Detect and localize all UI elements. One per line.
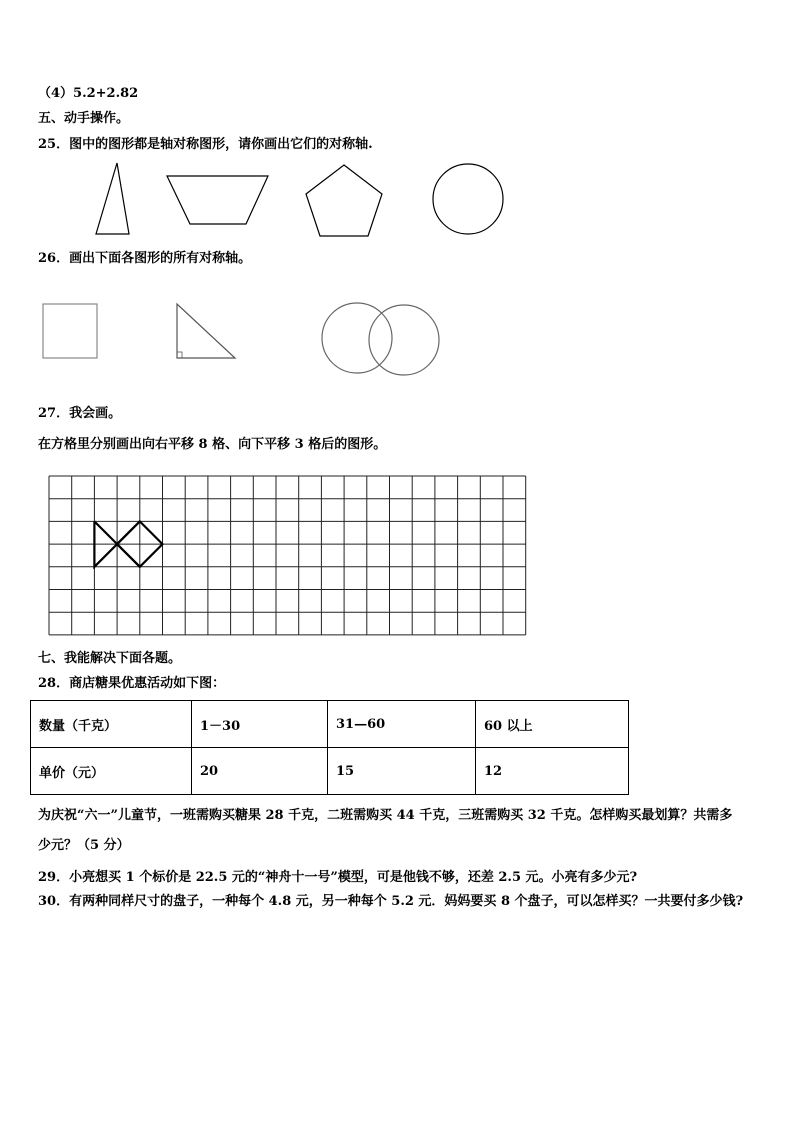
isosceles-triangle [96, 163, 129, 234]
table-cell: 20 [192, 748, 328, 795]
table-cell: 12 [476, 748, 629, 795]
question-30: 30．有两种同样尺寸的盘子，一种每个 4.8 元，另一种每个 5.2 元．妈妈要买 8 个盘子，可以怎样买？一共要付多少钱? [38, 894, 744, 909]
right-circle [369, 305, 439, 375]
question-26: 26．画出下面各图形的所有对称轴。 [38, 251, 252, 266]
trapezoid [167, 176, 268, 224]
table-cell: 1－30 [192, 701, 328, 748]
question-28: 28．商店糖果优惠活动如下图： [38, 676, 226, 691]
right-triangle [177, 304, 235, 358]
table-cell: 60 以上 [476, 701, 629, 748]
section-7-heading: 七、我能解决下面各题。 [38, 651, 182, 666]
table-row [31, 701, 629, 748]
table-cell: 31—60 [328, 701, 476, 748]
question-27: 27．我会画。 [38, 406, 122, 421]
table-row [31, 748, 629, 795]
table-cell: 单价（元） [31, 748, 192, 795]
question-27-instruction: 在方格里分别画出向右平移 8 格、向下平移 3 格后的图形。 [38, 437, 387, 452]
right-angle-mark [177, 352, 182, 358]
question-29: 29．小亮想买 1 个标价是 22.5 元的“神舟十一号”模型，可是他钱不够，还差 2.5 元。小亮有多少元? [38, 870, 638, 885]
question-4-expression: （4）5.2+2.82 [38, 86, 139, 101]
table-cell: 数量（千克） [31, 701, 192, 748]
section-5-heading: 五、动手操作。 [38, 111, 130, 126]
circle [433, 164, 503, 234]
q25-shapes [80, 160, 520, 245]
question-28-text-line-2: 少元？（5 分） [38, 838, 130, 853]
translation-grid [45, 472, 530, 640]
candy-price-table [30, 700, 629, 795]
question-28-text-line-1: 为庆祝“六一”儿童节，一班需购买糖果 28 千克，二班需购买 44 千克，三班需购买 32 千克。怎样购买最划算？共需多 [38, 808, 733, 823]
question-25: 25．图中的图形都是轴对称图形，请你画出它们的对称轴. [38, 137, 373, 152]
table-cell: 15 [328, 748, 476, 795]
pentagon [306, 165, 382, 236]
square [43, 304, 97, 358]
q26-shapes [35, 295, 445, 383]
